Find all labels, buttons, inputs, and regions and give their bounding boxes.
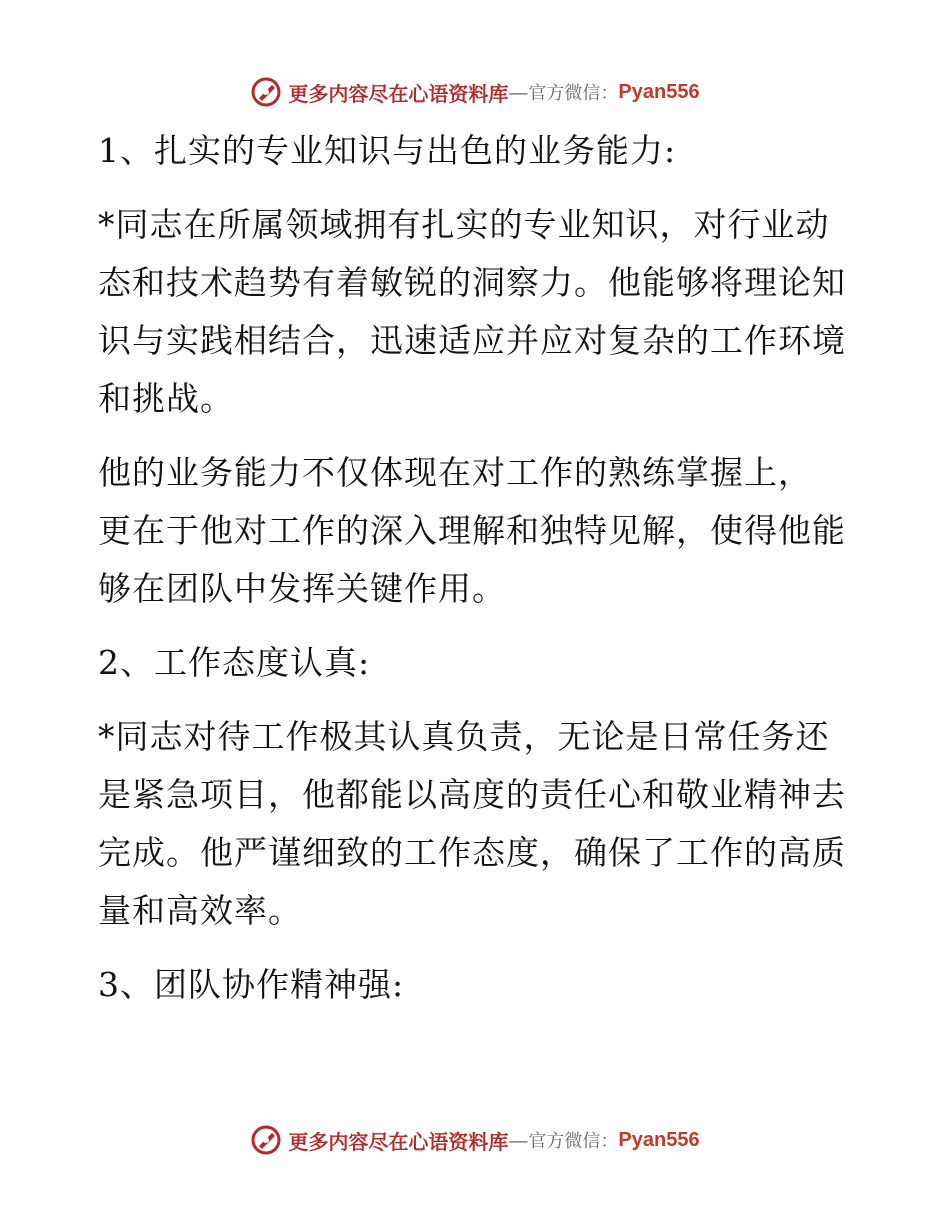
footer-watermark [0,1120,950,1160]
watermark-wechat-id: Pyan556 [618,1128,700,1151]
watermark-separator: — [508,80,529,104]
watermark-separator: — [508,1128,529,1152]
paragraph-line: 量和高效率。 [98,891,302,930]
watermark-logo-icon [250,1124,282,1156]
watermark-text: 更多内容尽在心语资料库 [288,81,509,106]
paragraph-line: 够在团队中发挥关键作用。 [98,569,506,608]
paragraph-line: 和挑战。 [98,379,234,418]
document-body [98,122,858,1014]
heading-1: 1、扎实的专业知识与出色的业务能力: [98,131,677,170]
watermark-wechat-label: 官方微信： [528,83,619,104]
watermark-wechat-label: 官方微信： [528,1131,619,1152]
watermark-text: 更多内容尽在心语资料库 [288,1129,509,1154]
paragraph-line: 态和技术趋势有着敏锐的洞察力。他能够将理论知 [98,263,846,302]
watermark-wechat-id: Pyan556 [618,80,700,103]
paragraph-line: *同志在所属领域拥有扎实的专业知识，对行业动 [98,205,830,244]
header-watermark [0,72,950,112]
paragraph-line: 识与实践相结合，迅速适应并应对复杂的工作环境 [98,321,846,360]
paragraph-line: 更在于他对工作的深入理解和独特见解，使得他能 [98,511,846,550]
heading-3: 3、团队协作精神强: [98,965,405,1004]
paragraph-line: 他的业务能力不仅体现在对工作的熟练掌握上， [98,453,812,492]
heading-2: 2、工作态度认真: [98,643,371,682]
paragraph-line: 完成。他严谨细致的工作态度，确保了工作的高质 [98,833,846,872]
watermark-logo-icon [250,76,282,108]
paragraph-line: 是紧急项目，他都能以高度的责任心和敬业精神去 [98,775,846,814]
paragraph-line: *同志对待工作极其认真负责，无论是日常任务还 [98,717,830,756]
